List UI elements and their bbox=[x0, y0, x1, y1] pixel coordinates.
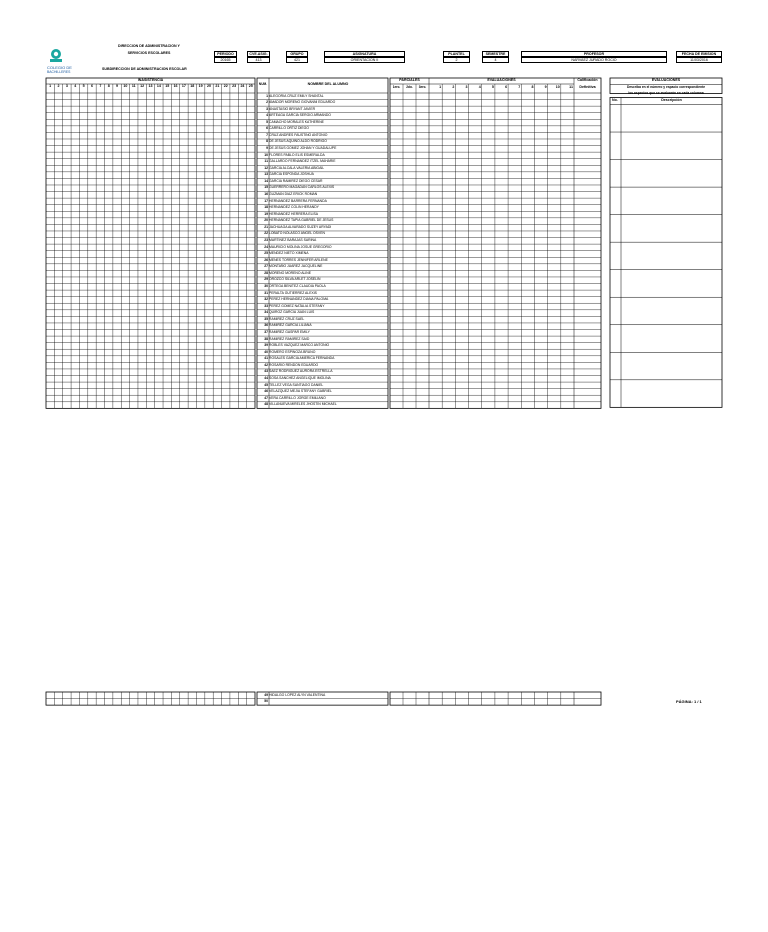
student-num: 46 bbox=[264, 389, 268, 394]
day-4: 4 bbox=[74, 84, 77, 88]
student-name: VELAZQUEZ MEJIA STEFANY GABRIEL bbox=[269, 389, 332, 394]
student-num: 25 bbox=[264, 251, 268, 256]
student-name: HIDALGO LOPEZ ALYN VALENTINA bbox=[269, 692, 326, 697]
field-label-7: PROFESOR bbox=[521, 51, 667, 57]
student-num: 10 bbox=[264, 152, 268, 157]
student-num: 17 bbox=[264, 198, 268, 203]
field-label-1: PERIODO bbox=[214, 51, 237, 57]
student-num: 9 bbox=[266, 146, 268, 151]
day-6: 6 bbox=[90, 84, 93, 88]
eval-panel-col-no: No. bbox=[612, 97, 618, 102]
student-name: SOSA SANCHEZ ANGELIQUE IMOLINA bbox=[269, 376, 331, 380]
student-num: 35 bbox=[264, 316, 268, 321]
student-name: JACHUAGA ALVARADO SUZEY ARYADI bbox=[269, 224, 332, 229]
student-name: PERALTA GUTIERREZ ALEXIS bbox=[269, 290, 317, 295]
student-name: LOBATO NOLASCO ANGEL OSVEN bbox=[269, 231, 325, 236]
day-8: 8 bbox=[107, 84, 110, 88]
day-10: 10 bbox=[123, 84, 128, 88]
day-20: 20 bbox=[207, 84, 211, 88]
evaluaciones-title: EVALUACIONES bbox=[487, 78, 516, 82]
student-name: GARCIA ESPONDA JOSHUA bbox=[269, 172, 314, 177]
field-label-4: ASIGNATURA bbox=[324, 51, 405, 57]
student-name: DE JESUS GOMEZ JOHAN Y GUADALUPE bbox=[269, 146, 337, 151]
student-name: ROSARIO RENDON EDUARDO bbox=[269, 362, 319, 367]
student-name: MENES TORRES JENNIFER ARLENE bbox=[269, 257, 328, 262]
student-num: 47 bbox=[264, 395, 268, 400]
student-num: 45 bbox=[264, 382, 268, 387]
student-name: ANASTASIO BRYANT JAVIER bbox=[269, 106, 316, 111]
student-num: 48 bbox=[264, 402, 268, 407]
eval-panel-col-desc: Descripción bbox=[661, 97, 682, 102]
student-name: VERA CARRILLO JORGE EMILIANO bbox=[269, 395, 326, 400]
eval-col-5: 5 bbox=[491, 84, 494, 89]
parcial-col-1: 1ero. bbox=[392, 84, 401, 89]
parciales-title: PARCIALES bbox=[399, 78, 420, 82]
field-value-4: ORIENTACION II bbox=[324, 57, 405, 63]
student-num: 32 bbox=[264, 297, 268, 302]
field-label-5: PLANTEL bbox=[443, 51, 470, 57]
eval-col-8: 8 bbox=[531, 84, 534, 89]
field-label-3: GRUPO bbox=[286, 51, 308, 57]
student-num: 5 bbox=[266, 119, 268, 124]
eval-col-6: 6 bbox=[505, 84, 508, 89]
student-name: HERNANDEZ BARRERA FERNANDA bbox=[269, 198, 327, 203]
eval-col-1: 1 bbox=[439, 84, 442, 89]
student-name: MONTAÑO JUAREZ JACQUELINE bbox=[269, 264, 323, 269]
student-name: MORENO MORENO ALINE bbox=[269, 270, 312, 275]
student-num: 20 bbox=[264, 218, 268, 223]
header-title-2: SERVICIOS ESCOLARES bbox=[127, 50, 171, 55]
student-name: ALEGORIA CRUZ EMILY SHANTAL bbox=[269, 93, 324, 98]
eval-col-10: 10 bbox=[555, 84, 560, 89]
day-14: 14 bbox=[156, 84, 161, 88]
student-num: 7 bbox=[266, 132, 268, 137]
field-value-7: NARVAEZ JURADO ROCIO bbox=[521, 57, 667, 63]
field-value-6: 4 bbox=[482, 57, 509, 63]
student-name: ROBLES VAZQUEZ MARCO ANTONIO bbox=[269, 343, 330, 348]
field-value-2: 413 bbox=[247, 57, 270, 63]
page-number: PÁGINA: 1 / 1 bbox=[676, 699, 702, 704]
field-value-3: 421 bbox=[286, 57, 308, 63]
field-label-2: CVE.ASIG. bbox=[247, 51, 270, 57]
eval-col-7: 7 bbox=[518, 84, 521, 89]
student-num: 22 bbox=[264, 231, 268, 236]
day-21: 21 bbox=[215, 84, 220, 88]
header-subtitle: SUBDIRECCION DE ADMINISTRACION ESCOLAR bbox=[102, 66, 187, 71]
student-num: 42 bbox=[264, 362, 268, 367]
student-name: GALLARDO FERNANDEZ ITZEL MAHARIE bbox=[269, 159, 336, 164]
student-name: QUIROZ GARCIA JUAN LUIS bbox=[269, 310, 315, 315]
student-name: TELLEZ VEGA SANTIAGO DANIEL bbox=[269, 382, 324, 387]
student-num: 13 bbox=[264, 172, 268, 177]
day-15: 15 bbox=[165, 84, 170, 88]
student-name: PEREZ HERNANDEZ DIANA PALOMA bbox=[269, 297, 329, 302]
student-num: 18 bbox=[264, 205, 268, 210]
day-22: 22 bbox=[223, 84, 228, 88]
attendance-title: INASISTENCIA bbox=[137, 78, 164, 82]
student-num: 36 bbox=[264, 323, 268, 328]
num-header: NUM. bbox=[258, 82, 268, 86]
day-13: 13 bbox=[148, 84, 153, 88]
day-5: 5 bbox=[82, 84, 85, 88]
day-23: 23 bbox=[232, 84, 237, 88]
student-name: AMADOR MORENO GIOVANNI EDUARDO bbox=[269, 100, 336, 105]
student-num: 30 bbox=[264, 284, 268, 289]
student-num: 12 bbox=[264, 165, 268, 170]
field-value-1: 20165 bbox=[214, 57, 237, 63]
student-num: 1 bbox=[266, 93, 268, 98]
student-name: GARCIA ALCALA VALERIA ABIGAIL bbox=[269, 165, 325, 170]
student-name: PEREZ GOMEZ NATALIA STEFANY bbox=[269, 303, 325, 308]
day-17: 17 bbox=[181, 84, 186, 88]
day-19: 19 bbox=[198, 84, 203, 88]
student-num: 38 bbox=[264, 336, 268, 341]
student-name: DE JESUS AQUINO ALDO RODRIGO bbox=[269, 139, 327, 144]
student-name: ARTEAGA GARCIA SERGIO ARMANDO bbox=[269, 113, 331, 118]
eval-col-11: 11 bbox=[569, 84, 573, 89]
student-name: HERNANDEZ TAPIA GABRIEL DE JESUS bbox=[269, 218, 334, 223]
day-3: 3 bbox=[65, 84, 68, 88]
student-name: ROSALES GARCIA AMERICA FERNANDA bbox=[269, 356, 335, 361]
student-num: 4 bbox=[266, 113, 268, 118]
student-num: 23 bbox=[264, 238, 268, 243]
student-num: 29 bbox=[264, 277, 268, 282]
student-num: 3 bbox=[266, 106, 268, 111]
student-num: 41 bbox=[264, 356, 268, 361]
student-name: ROMERO ESPINOZA BRUNO bbox=[269, 349, 316, 354]
student-num: 40 bbox=[264, 349, 268, 354]
student-name: GUZMAN DIAZ ERICK ROMAN bbox=[269, 192, 318, 197]
logo-text-1: COLEGIO DE bbox=[47, 65, 72, 70]
day-2: 2 bbox=[57, 84, 60, 88]
student-num: 11 bbox=[264, 159, 268, 164]
student-name: GUERRERO MAGADAN CARLOS ALEXIS bbox=[269, 185, 335, 190]
eval-panel-line1: Describa en el número y espacio correspondiente bbox=[626, 85, 706, 89]
name-header: NOMBRE DEL ALUMNO bbox=[307, 82, 349, 86]
student-name: OROZCO SILVA ARLET JOSELIN bbox=[269, 277, 321, 282]
student-num: 16 bbox=[264, 192, 268, 197]
eval-col-4: 4 bbox=[478, 84, 481, 89]
student-name: MARTINEZ BARAJAS SARINA bbox=[269, 238, 317, 243]
student-name: FLORES PABLO ELIS ESMERALDA bbox=[269, 152, 325, 157]
day-7: 7 bbox=[99, 84, 102, 88]
student-num: 26 bbox=[264, 257, 268, 262]
student-name: CAMACHO MORALES KATHERINE bbox=[269, 119, 324, 124]
student-num: 21 bbox=[264, 224, 268, 229]
eval-col-2: 2 bbox=[452, 84, 455, 89]
calificacion-label: Calificación bbox=[577, 78, 598, 82]
student-num: 43 bbox=[264, 369, 268, 374]
student-name: RAMIREZ GARCIA LILIANA bbox=[269, 323, 312, 328]
student-num: 24 bbox=[264, 244, 268, 249]
definitiva-label: Definitiva bbox=[579, 85, 596, 89]
student-num: 14 bbox=[264, 178, 268, 183]
header-title-1: DIRECCION DE ADMINISTRACION Y bbox=[118, 44, 180, 48]
logo-text-2: BACHILLERES bbox=[47, 69, 71, 74]
student-num: 37 bbox=[264, 330, 268, 335]
student-name: HERNANDEZ COLIN HERANDY bbox=[269, 205, 319, 210]
student-num: 34 bbox=[264, 310, 268, 315]
colegio-logo bbox=[47, 48, 65, 66]
day-18: 18 bbox=[190, 84, 195, 88]
student-num: 19 bbox=[264, 211, 268, 216]
eval-panel-line2: los aspectos que se evaluarán en cada columna bbox=[628, 91, 704, 95]
student-name: RAMIREZ GASPAR EMILY bbox=[269, 330, 310, 335]
student-num: 33 bbox=[264, 303, 268, 308]
student-name: GARCIA RAMIREZ DIEGO CESAR bbox=[269, 178, 323, 183]
day-9: 9 bbox=[116, 84, 119, 88]
student-num: 6 bbox=[266, 126, 268, 131]
student-num: 8 bbox=[266, 139, 268, 144]
student-name: ORTEGA BENITEZ CLAUDIA PAOLA bbox=[269, 284, 326, 289]
parcial-col-3: 3ero. bbox=[418, 84, 427, 89]
day-16: 16 bbox=[173, 84, 178, 88]
eval-panel-title: EVALUACIONES bbox=[651, 78, 681, 82]
field-label-8: FECHA DE EMISION bbox=[676, 51, 722, 57]
student-num: 27 bbox=[264, 264, 268, 269]
student-num: 49 bbox=[264, 692, 268, 697]
student-num: 44 bbox=[264, 376, 268, 380]
student-num: 2 bbox=[266, 100, 268, 105]
student-num: 28 bbox=[264, 270, 268, 275]
field-value-8: 11/03/2016 bbox=[676, 57, 722, 63]
day-11: 11 bbox=[131, 84, 136, 88]
day-1: 1 bbox=[49, 84, 52, 88]
day-24: 24 bbox=[240, 84, 245, 88]
field-value-5: 2 bbox=[443, 57, 470, 63]
student-name: HERNANDEZ HERRERA ELISA bbox=[269, 211, 318, 216]
eval-col-9: 9 bbox=[544, 84, 547, 89]
student-num: 15 bbox=[264, 185, 268, 190]
field-label-6: SEMESTRE bbox=[482, 51, 509, 57]
eval-col-3: 3 bbox=[465, 84, 468, 89]
student-name: CARRILLO ORTIZ DIEGO bbox=[269, 126, 309, 131]
student-name: RAMIREZ RAMIREZ SAID bbox=[269, 336, 310, 341]
student-name: VILLANUEVA MIRELES JHOSTIN MICHAEL bbox=[269, 402, 337, 407]
student-name: SAEZ RODRIGUEZ AURORA ESTRELLA bbox=[269, 369, 333, 374]
student-num: 39 bbox=[264, 343, 268, 348]
student-name: CRUZ ANDRES FAUSTINO ANTONIO bbox=[269, 132, 328, 137]
student-name: RAMIREZ CRUZ SAEL bbox=[269, 316, 305, 321]
student-num: 50 bbox=[264, 699, 268, 704]
student-name: MAURICIO MOLINA JOSUE GREGORIO bbox=[269, 244, 332, 249]
parcial-col-2: 2do. bbox=[406, 84, 413, 89]
day-25: 25 bbox=[248, 84, 253, 88]
student-num: 31 bbox=[264, 290, 268, 295]
student-name: MENDEZ NIETO XIMENA bbox=[269, 251, 309, 256]
day-12: 12 bbox=[140, 84, 145, 88]
